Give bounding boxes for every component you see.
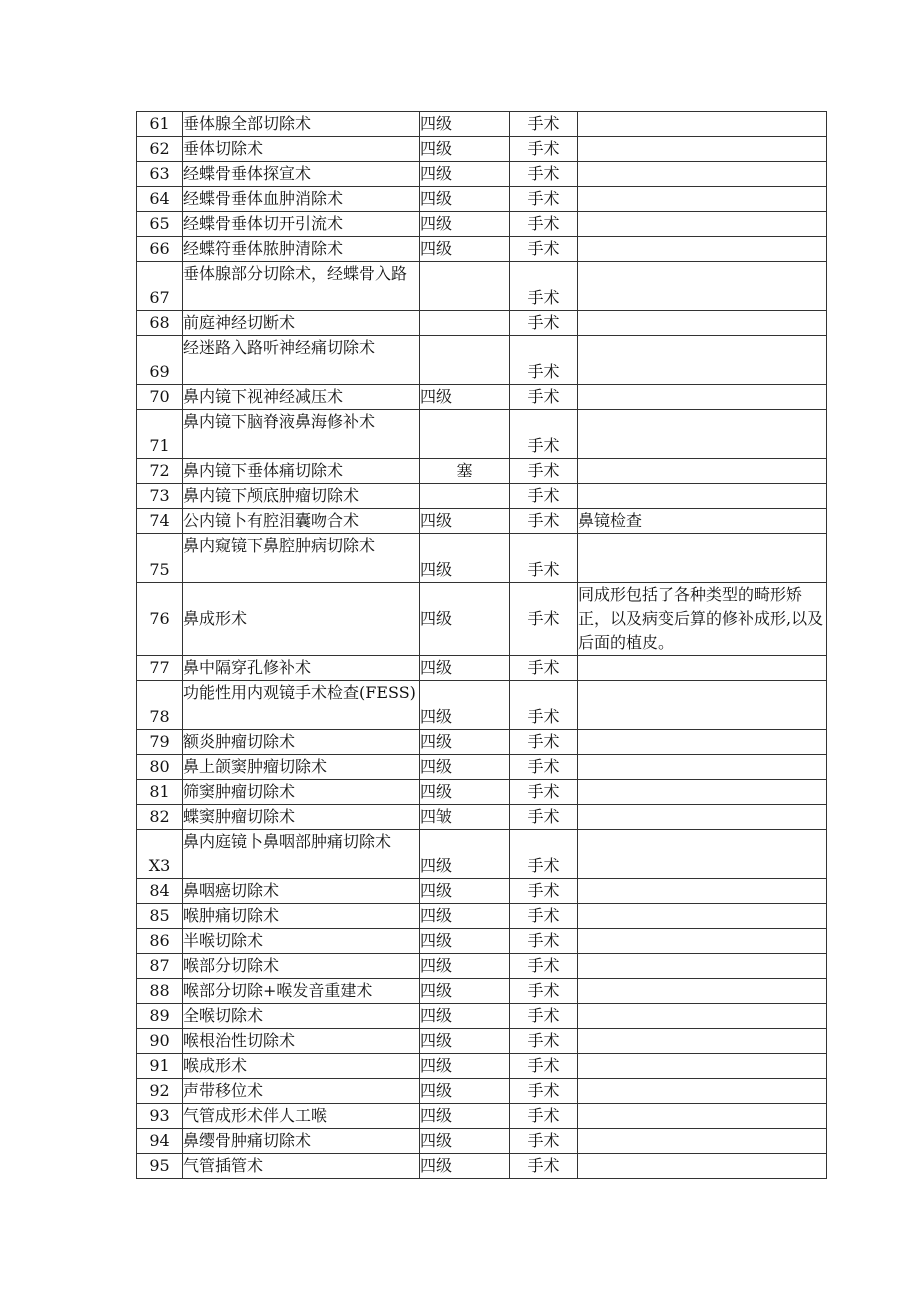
table-row <box>137 336 827 385</box>
type-cell: 手术 <box>510 1029 578 1054</box>
type-cell: 手术 <box>510 311 578 336</box>
procedure-name-cell: 鼻咽癌切除术 <box>183 879 420 904</box>
note-cell <box>578 681 827 730</box>
row-number-cell: 95 <box>137 1154 183 1179</box>
row-number-cell: X3 <box>137 830 183 879</box>
grade-cell: 四级 <box>420 730 510 755</box>
procedure-name-cell: 气管成形术伴人工喉 <box>183 1104 420 1129</box>
type-cell: 手术 <box>510 534 578 583</box>
procedure-name-cell: 经蝶骨垂体切开引流术 <box>183 212 420 237</box>
grade-cell: 四皱 <box>420 805 510 830</box>
procedure-name-cell: 垂体腺全部切除术 <box>183 112 420 137</box>
procedure-name-cell: 全喉切除术 <box>183 1004 420 1029</box>
row-number-cell: 82 <box>137 805 183 830</box>
procedure-name-cell: 气管插管术 <box>183 1154 420 1179</box>
grade-cell: 四级 <box>420 1154 510 1179</box>
row-number-cell: 68 <box>137 311 183 336</box>
procedure-name-cell: 鼻内镜下颅底肿瘤切除术 <box>183 484 420 509</box>
note-cell <box>578 187 827 212</box>
row-number-cell: 85 <box>137 904 183 929</box>
type-cell: 手术 <box>510 979 578 1004</box>
note-cell <box>578 112 827 137</box>
note-cell <box>578 1129 827 1154</box>
row-number-cell: 71 <box>137 410 183 459</box>
type-cell: 手术 <box>510 237 578 262</box>
grade-cell: 四级 <box>420 954 510 979</box>
grade-cell: 四级 <box>420 1054 510 1079</box>
procedure-name-cell: 蝶窦肿瘤切除术 <box>183 805 420 830</box>
row-number-cell: 79 <box>137 730 183 755</box>
grade-cell: 四级 <box>420 1079 510 1104</box>
grade-cell <box>420 311 510 336</box>
grade-cell <box>420 484 510 509</box>
note-cell <box>578 1104 827 1129</box>
grade-cell: 四级 <box>420 187 510 212</box>
procedure-name-cell: 喉根治性切除术 <box>183 1029 420 1054</box>
table-row <box>137 879 827 904</box>
procedure-name-cell: 鼻内窥镜下鼻腔肿病切除术 <box>183 534 420 583</box>
type-cell: 手术 <box>510 805 578 830</box>
note-cell <box>578 1079 827 1104</box>
procedure-name-cell: 经蝶骨垂体血肿消除术 <box>183 187 420 212</box>
table-body <box>137 112 827 1179</box>
row-number-cell: 75 <box>137 534 183 583</box>
row-number-cell: 63 <box>137 162 183 187</box>
table-row <box>137 583 827 656</box>
note-cell <box>578 954 827 979</box>
note-cell <box>578 162 827 187</box>
table-row <box>137 1054 827 1079</box>
note-cell <box>578 212 827 237</box>
grade-cell: 四级 <box>420 112 510 137</box>
grade-cell: 四级 <box>420 1029 510 1054</box>
row-number-cell: 66 <box>137 237 183 262</box>
procedure-name-cell: 鼻上颌窦肿瘤切除术 <box>183 755 420 780</box>
row-number-cell: 78 <box>137 681 183 730</box>
note-cell <box>578 336 827 385</box>
row-number-cell: 73 <box>137 484 183 509</box>
type-cell: 手术 <box>510 583 578 656</box>
grade-cell: 四级 <box>420 1129 510 1154</box>
row-number-cell: 70 <box>137 385 183 410</box>
grade-cell: 四级 <box>420 979 510 1004</box>
type-cell: 手术 <box>510 459 578 484</box>
table-row <box>137 509 827 534</box>
type-cell: 手术 <box>510 656 578 681</box>
procedure-name-cell: 鼻内庭镜卜鼻咽部肿痛切除术 <box>183 830 420 879</box>
procedure-name-cell: 声带移位术 <box>183 1079 420 1104</box>
procedure-name-cell: 鼻中隔穿孔修补术 <box>183 656 420 681</box>
table-row <box>137 979 827 1004</box>
row-number-cell: 93 <box>137 1104 183 1129</box>
procedure-name-cell: 垂体切除术 <box>183 137 420 162</box>
grade-cell: 四级 <box>420 237 510 262</box>
note-cell: 同成形包括了各种类型的畸形矫正，以及病变后算的修补成形,以及后面的植皮。 <box>578 583 827 656</box>
note-cell <box>578 484 827 509</box>
grade-cell: 四级 <box>420 385 510 410</box>
table-row <box>137 459 827 484</box>
table-row <box>137 805 827 830</box>
procedure-name-cell: 鼻成形术 <box>183 583 420 656</box>
table-row <box>137 112 827 137</box>
row-number-cell: 87 <box>137 954 183 979</box>
type-cell: 手术 <box>510 137 578 162</box>
procedure-name-cell: 垂体腺部分切除术，经蝶骨入路 <box>183 262 420 311</box>
note-cell: 鼻镜检查 <box>578 509 827 534</box>
grade-cell: 四级 <box>420 780 510 805</box>
grade-cell: 四级 <box>420 755 510 780</box>
row-number-cell: 86 <box>137 929 183 954</box>
note-cell <box>578 410 827 459</box>
grade-cell: 四级 <box>420 534 510 583</box>
table-row <box>137 1004 827 1029</box>
row-number-cell: 65 <box>137 212 183 237</box>
row-number-cell: 80 <box>137 755 183 780</box>
type-cell: 手术 <box>510 755 578 780</box>
grade-cell: 四级 <box>420 830 510 879</box>
grade-cell: 四级 <box>420 162 510 187</box>
table-row <box>137 137 827 162</box>
table-row <box>137 212 827 237</box>
note-cell <box>578 730 827 755</box>
procedure-name-cell: 鼻内镜下视神经减压术 <box>183 385 420 410</box>
grade-cell <box>420 262 510 311</box>
type-cell: 手术 <box>510 262 578 311</box>
procedure-name-cell: 经蝶骨垂体探宣术 <box>183 162 420 187</box>
grade-cell: 四级 <box>420 904 510 929</box>
table-row <box>137 904 827 929</box>
procedure-name-cell: 经迷路入路听神经痛切除术 <box>183 336 420 385</box>
table-row <box>137 187 827 212</box>
procedure-name-cell: 经蝶符垂体脓肿清除术 <box>183 237 420 262</box>
grade-cell: 四级 <box>420 879 510 904</box>
procedure-name-cell: 鼻缨骨肿痛切除术 <box>183 1129 420 1154</box>
procedure-name-cell: 筛窦肿瘤切除术 <box>183 780 420 805</box>
row-number-cell: 84 <box>137 879 183 904</box>
type-cell: 手术 <box>510 1104 578 1129</box>
note-cell <box>578 459 827 484</box>
procedure-name-cell: 鼻内镜下脑脊液鼻海修补术 <box>183 410 420 459</box>
row-number-cell: 81 <box>137 780 183 805</box>
row-number-cell: 64 <box>137 187 183 212</box>
row-number-cell: 92 <box>137 1079 183 1104</box>
grade-cell: 四级 <box>420 583 510 656</box>
note-cell <box>578 1004 827 1029</box>
row-number-cell: 67 <box>137 262 183 311</box>
table-row <box>137 1079 827 1104</box>
note-cell <box>578 237 827 262</box>
type-cell: 手术 <box>510 187 578 212</box>
note-cell <box>578 137 827 162</box>
table-row <box>137 1029 827 1054</box>
row-number-cell: 69 <box>137 336 183 385</box>
table-row <box>137 262 827 311</box>
type-cell: 手术 <box>510 385 578 410</box>
note-cell <box>578 755 827 780</box>
procedure-name-cell: 喉成形术 <box>183 1054 420 1079</box>
row-number-cell: 89 <box>137 1004 183 1029</box>
table-row <box>137 656 827 681</box>
table-row <box>137 730 827 755</box>
type-cell: 手术 <box>510 509 578 534</box>
type-cell: 手术 <box>510 1154 578 1179</box>
row-number-cell: 94 <box>137 1129 183 1154</box>
table-row <box>137 484 827 509</box>
row-number-cell: 76 <box>137 583 183 656</box>
note-cell <box>578 805 827 830</box>
grade-cell <box>420 336 510 385</box>
type-cell: 手术 <box>510 1004 578 1029</box>
type-cell: 手术 <box>510 162 578 187</box>
row-number-cell: 77 <box>137 656 183 681</box>
type-cell: 手术 <box>510 730 578 755</box>
type-cell: 手术 <box>510 336 578 385</box>
grade-cell: 四级 <box>420 212 510 237</box>
note-cell <box>578 656 827 681</box>
procedure-name-cell: 功能性用内观镜手术检查(FESS) <box>183 681 420 730</box>
note-cell <box>578 385 827 410</box>
procedure-name-cell: 喉肿痛切除术 <box>183 904 420 929</box>
table-row <box>137 954 827 979</box>
procedure-name-cell: 前庭神经切断术 <box>183 311 420 336</box>
note-cell <box>578 1154 827 1179</box>
table-row <box>137 410 827 459</box>
procedure-name-cell: 喉部分切除术 <box>183 954 420 979</box>
table-row <box>137 755 827 780</box>
note-cell <box>578 1029 827 1054</box>
grade-cell: 四级 <box>420 1004 510 1029</box>
procedure-name-cell: 额炎肿瘤切除术 <box>183 730 420 755</box>
table-row <box>137 830 827 879</box>
table-row <box>137 1129 827 1154</box>
table-row <box>137 385 827 410</box>
grade-cell: 塞 <box>420 459 510 484</box>
procedure-name-cell: 鼻内镜下垂体痛切除术 <box>183 459 420 484</box>
type-cell: 手术 <box>510 1054 578 1079</box>
type-cell: 手术 <box>510 780 578 805</box>
type-cell: 手术 <box>510 112 578 137</box>
row-number-cell: 91 <box>137 1054 183 1079</box>
row-number-cell: 72 <box>137 459 183 484</box>
type-cell: 手术 <box>510 929 578 954</box>
note-cell <box>578 904 827 929</box>
note-cell <box>578 879 827 904</box>
type-cell: 手术 <box>510 879 578 904</box>
table-row <box>137 311 827 336</box>
type-cell: 手术 <box>510 1079 578 1104</box>
note-cell <box>578 1054 827 1079</box>
grade-cell: 四级 <box>420 656 510 681</box>
row-number-cell: 90 <box>137 1029 183 1054</box>
note-cell <box>578 830 827 879</box>
table-row <box>137 681 827 730</box>
note-cell <box>578 534 827 583</box>
surgery-grade-table <box>136 111 827 1179</box>
table-row <box>137 1104 827 1129</box>
type-cell: 手术 <box>510 830 578 879</box>
row-number-cell: 61 <box>137 112 183 137</box>
procedure-name-cell: 喉部分切除+喉发音重建术 <box>183 979 420 1004</box>
row-number-cell: 88 <box>137 979 183 1004</box>
row-number-cell: 62 <box>137 137 183 162</box>
table-row <box>137 534 827 583</box>
table-row <box>137 929 827 954</box>
grade-cell: 四级 <box>420 509 510 534</box>
table-row <box>137 780 827 805</box>
type-cell: 手术 <box>510 904 578 929</box>
note-cell <box>578 311 827 336</box>
table-row <box>137 162 827 187</box>
grade-cell: 四级 <box>420 137 510 162</box>
type-cell: 手术 <box>510 954 578 979</box>
type-cell: 手术 <box>510 681 578 730</box>
table-row <box>137 237 827 262</box>
type-cell: 手术 <box>510 484 578 509</box>
grade-cell: 四级 <box>420 681 510 730</box>
table-row <box>137 1154 827 1179</box>
procedure-name-cell: 公内镜卜有腔泪囊吻合术 <box>183 509 420 534</box>
row-number-cell: 74 <box>137 509 183 534</box>
note-cell <box>578 929 827 954</box>
grade-cell <box>420 410 510 459</box>
type-cell: 手术 <box>510 410 578 459</box>
note-cell <box>578 979 827 1004</box>
type-cell: 手术 <box>510 212 578 237</box>
grade-cell: 四级 <box>420 929 510 954</box>
note-cell <box>578 780 827 805</box>
procedure-name-cell: 半喉切除术 <box>183 929 420 954</box>
type-cell: 手术 <box>510 1129 578 1154</box>
grade-cell: 四级 <box>420 1104 510 1129</box>
note-cell <box>578 262 827 311</box>
